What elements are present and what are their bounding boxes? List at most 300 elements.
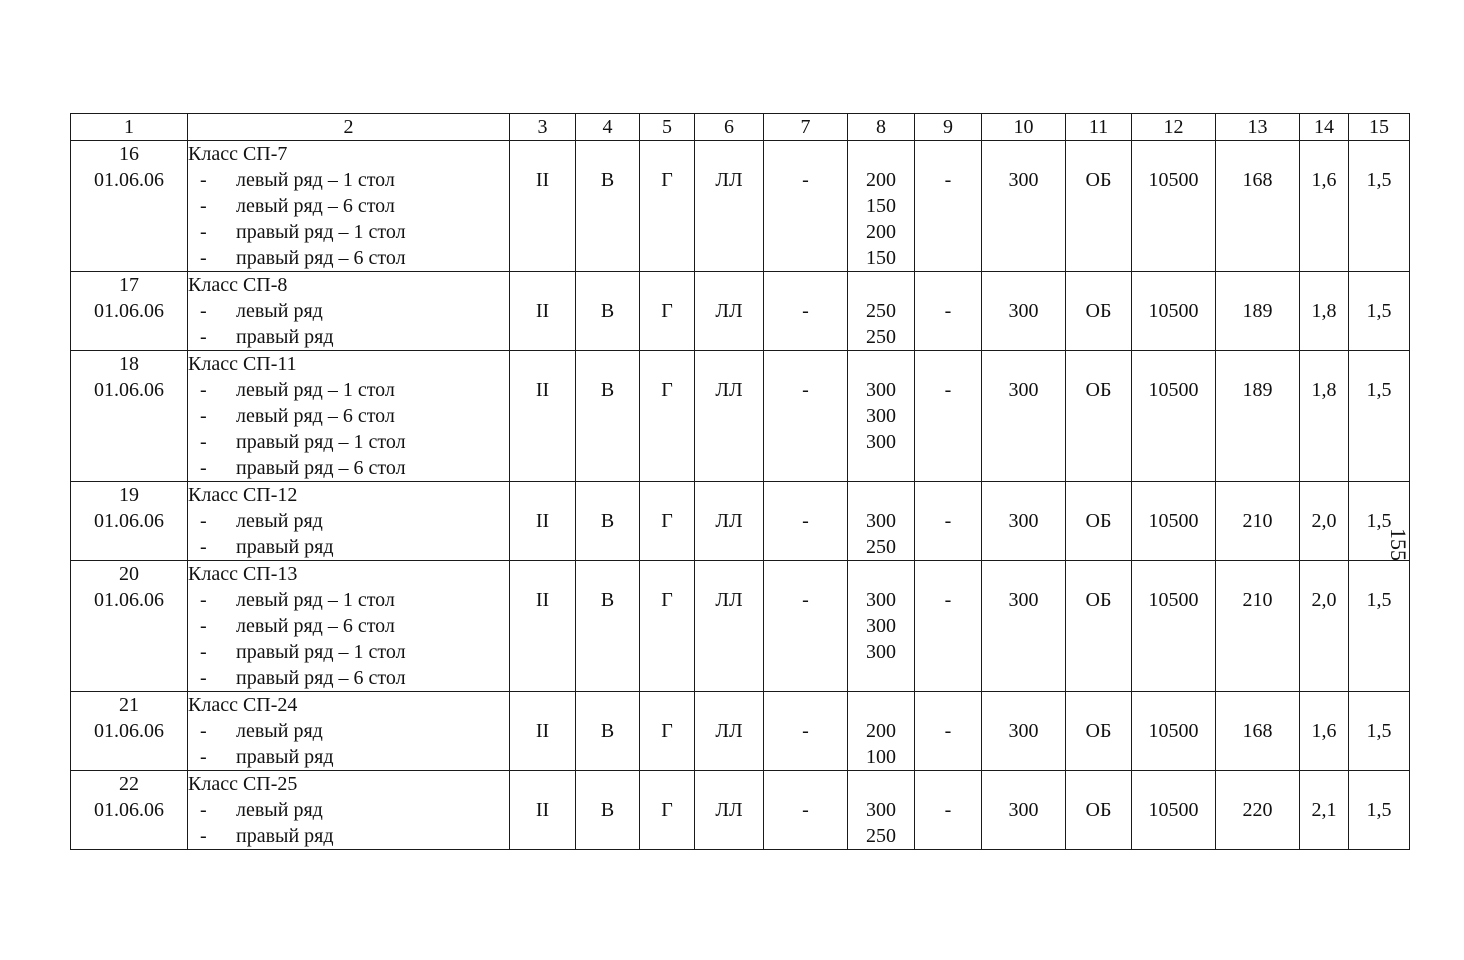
location-subitem xyxy=(188,455,509,481)
table-row xyxy=(71,351,1410,482)
cell-value: 300 xyxy=(1008,300,1039,322)
table-row xyxy=(71,692,1410,771)
cell-value: 210 xyxy=(1242,589,1273,611)
spacer-line xyxy=(695,771,763,797)
spacer-line xyxy=(1216,141,1299,167)
spacer-line xyxy=(1066,561,1131,587)
cell-c13 xyxy=(1216,561,1300,692)
column-header: 13 xyxy=(1216,114,1300,141)
cell-c15 xyxy=(1349,272,1410,351)
cell-value: II xyxy=(535,510,550,532)
cell-value: ЛЛ xyxy=(715,300,743,322)
spacer-line xyxy=(510,272,575,298)
cell-c13 xyxy=(1216,692,1300,771)
cell-value: - xyxy=(802,720,809,742)
cell-c6 xyxy=(695,272,764,351)
entry-date: 01.06.06 xyxy=(94,589,164,611)
spacer-line xyxy=(764,692,847,718)
cell-c5 xyxy=(640,771,695,850)
location-subitem xyxy=(188,797,509,823)
cell-c10 xyxy=(982,351,1066,482)
cell-c13 xyxy=(1216,141,1300,272)
location-subitem xyxy=(188,193,509,219)
location-subitem-label: правый ряд – 1 стол xyxy=(236,221,406,243)
cell-c6 xyxy=(695,351,764,482)
spacer-line xyxy=(576,141,639,167)
location-subitem xyxy=(188,613,509,639)
spacer-line xyxy=(510,141,575,167)
location-title: Класс СП-25 xyxy=(188,773,298,795)
location-subitem-label: левый ряд – 6 стол xyxy=(236,615,395,637)
spacer-line xyxy=(576,771,639,797)
cell-c10 xyxy=(982,561,1066,692)
cell-c6 xyxy=(695,141,764,272)
cell-value: II xyxy=(535,169,550,191)
location-title: Класс СП-12 xyxy=(188,484,298,506)
cell-c8 xyxy=(848,482,915,561)
spacer-line xyxy=(764,561,847,587)
entry-number: 22 xyxy=(119,773,139,795)
cell-c11 xyxy=(1066,482,1132,561)
cell-value: 189 xyxy=(1242,379,1273,401)
location-subitem xyxy=(188,534,509,560)
cell-value: 300 xyxy=(1008,799,1039,821)
cell-value: - xyxy=(944,589,952,611)
spacer-line xyxy=(848,771,914,797)
cell-c11 xyxy=(1066,351,1132,482)
cell-value: II xyxy=(535,720,550,742)
cell-value: - xyxy=(944,300,952,322)
spacer-line xyxy=(1300,771,1348,797)
cell-c4 xyxy=(576,771,640,850)
cell-value: 1,5 xyxy=(1366,799,1392,821)
location-cell xyxy=(188,351,510,482)
cell-c5 xyxy=(640,561,695,692)
cell-c9 xyxy=(915,272,982,351)
cell-c10 xyxy=(982,771,1066,850)
location-subitem xyxy=(188,403,509,429)
list-dash: - xyxy=(200,405,207,427)
spacer-line xyxy=(1300,272,1348,298)
spacer-line xyxy=(915,272,981,298)
spacer-line xyxy=(1132,141,1215,167)
cell-c10 xyxy=(982,482,1066,561)
cell-c9 xyxy=(915,771,982,850)
spacer-line xyxy=(1216,561,1299,587)
cell-c12 xyxy=(1132,771,1216,850)
cell-value: - xyxy=(944,720,952,742)
cell-value: 250 xyxy=(866,326,896,348)
location-cell xyxy=(188,771,510,850)
cell-c8 xyxy=(848,692,915,771)
location-subitem-label: правый ряд – 1 стол xyxy=(236,431,406,453)
spacer-line xyxy=(695,692,763,718)
spacer-line xyxy=(1216,482,1299,508)
location-cell xyxy=(188,272,510,351)
cell-value: 200 xyxy=(866,221,896,243)
cell-value: ОБ xyxy=(1085,169,1112,191)
spacer-line xyxy=(764,771,847,797)
spacer-line xyxy=(915,482,981,508)
spacer-line xyxy=(1300,482,1348,508)
list-dash: - xyxy=(200,326,207,348)
cell-c7 xyxy=(764,141,848,272)
spacer-line xyxy=(1300,561,1348,587)
cell-value: 210 xyxy=(1242,510,1273,532)
cell-value: 1,5 xyxy=(1366,169,1392,191)
cell-value: ОБ xyxy=(1085,799,1112,821)
spacer-line xyxy=(695,482,763,508)
location-subitem-label: левый ряд – 1 стол xyxy=(236,169,395,191)
location-subitem-label: левый ряд – 6 стол xyxy=(236,195,395,217)
cell-c7 xyxy=(764,482,848,561)
cell-c8 xyxy=(848,561,915,692)
cell-value: 250 xyxy=(866,300,896,322)
cell-c15 xyxy=(1349,141,1410,272)
spacer-line xyxy=(1349,482,1409,508)
cell-value: 2,0 xyxy=(1311,510,1337,532)
spacer-line xyxy=(1066,141,1131,167)
cell-value: II xyxy=(535,300,550,322)
entry-cell xyxy=(71,561,188,692)
cell-c5 xyxy=(640,482,695,561)
spacer-line xyxy=(1216,272,1299,298)
cell-value: 300 xyxy=(866,431,896,453)
cell-c9 xyxy=(915,351,982,482)
spacer-line xyxy=(764,141,847,167)
entry-date: 01.06.06 xyxy=(94,169,164,191)
spacer-line xyxy=(915,561,981,587)
entry-number: 17 xyxy=(119,274,139,296)
cell-value: 1,6 xyxy=(1311,720,1337,742)
entry-cell xyxy=(71,482,188,561)
list-dash: - xyxy=(200,536,207,558)
cell-c12 xyxy=(1132,482,1216,561)
entry-number: 19 xyxy=(119,484,139,506)
cell-value: 2,0 xyxy=(1311,589,1337,611)
spacer-line xyxy=(1349,141,1409,167)
cell-c6 xyxy=(695,561,764,692)
location-subitem xyxy=(188,377,509,403)
cell-value: 300 xyxy=(1008,169,1039,191)
cell-value: В xyxy=(600,799,615,821)
spacer-line xyxy=(915,351,981,377)
entry-number: 16 xyxy=(119,143,139,165)
table-header-row xyxy=(71,114,1410,141)
list-dash: - xyxy=(200,746,207,768)
spacer-line xyxy=(982,692,1065,718)
table-row xyxy=(71,561,1410,692)
list-dash: - xyxy=(200,615,207,637)
entry-number: 20 xyxy=(119,563,139,585)
entry-date: 01.06.06 xyxy=(94,799,164,821)
cell-value: 10500 xyxy=(1148,169,1199,191)
cell-c3 xyxy=(510,482,576,561)
spacer-line xyxy=(1066,692,1131,718)
cell-value: 300 xyxy=(866,615,896,637)
cell-value: II xyxy=(535,799,550,821)
spacer-line xyxy=(510,771,575,797)
spacer-line xyxy=(1066,272,1131,298)
cell-c9 xyxy=(915,561,982,692)
column-header: 9 xyxy=(915,114,982,141)
entry-date: 01.06.06 xyxy=(94,510,164,532)
cell-value: - xyxy=(802,379,809,401)
cell-value: 10500 xyxy=(1148,720,1199,742)
table-row xyxy=(71,141,1410,272)
spacer-line xyxy=(1216,351,1299,377)
location-subitem-label: левый ряд – 1 стол xyxy=(236,379,395,401)
entry-number: 21 xyxy=(119,694,139,716)
cell-value: - xyxy=(802,589,809,611)
cell-c3 xyxy=(510,351,576,482)
cell-value: II xyxy=(535,589,550,611)
cell-value: 1,6 xyxy=(1311,169,1337,191)
cell-c3 xyxy=(510,561,576,692)
spacer-line xyxy=(695,351,763,377)
location-cell xyxy=(188,692,510,771)
cell-value: Г xyxy=(661,799,673,821)
spacer-line xyxy=(764,272,847,298)
cell-c4 xyxy=(576,482,640,561)
cell-value: 2,1 xyxy=(1311,799,1337,821)
spacer-line xyxy=(576,351,639,377)
column-header: 7 xyxy=(764,114,848,141)
cell-c14 xyxy=(1300,482,1349,561)
spacer-line xyxy=(1349,692,1409,718)
cell-value: ЛЛ xyxy=(715,799,743,821)
entry-date: 01.06.06 xyxy=(94,300,164,322)
cell-c9 xyxy=(915,141,982,272)
location-title: Класс СП-8 xyxy=(188,274,288,296)
cell-value: 300 xyxy=(866,379,896,401)
list-dash: - xyxy=(200,589,207,611)
spacer-line xyxy=(576,272,639,298)
cell-c3 xyxy=(510,771,576,850)
cell-value: 150 xyxy=(866,247,896,269)
location-title: Класс СП-11 xyxy=(188,353,297,375)
cell-value: 100 xyxy=(866,746,896,768)
cell-value: 168 xyxy=(1242,169,1273,191)
cell-value: 250 xyxy=(866,536,896,558)
cell-value: ЛЛ xyxy=(715,169,743,191)
spacer-line xyxy=(640,692,694,718)
cell-value: Г xyxy=(661,510,673,532)
cell-c5 xyxy=(640,272,695,351)
spacer-line xyxy=(695,561,763,587)
cell-value: 300 xyxy=(1008,510,1039,532)
cell-value: 250 xyxy=(866,825,896,847)
column-header: 11 xyxy=(1066,114,1132,141)
page-number: 155 xyxy=(1386,528,1411,561)
column-header: 6 xyxy=(695,114,764,141)
spacer-line xyxy=(1066,482,1131,508)
spacer-line xyxy=(1066,351,1131,377)
location-cell xyxy=(188,561,510,692)
cell-value: В xyxy=(600,510,615,532)
cell-value: В xyxy=(600,589,615,611)
location-subitem xyxy=(188,167,509,193)
cell-value: 1,5 xyxy=(1366,300,1392,322)
list-dash: - xyxy=(200,221,207,243)
cell-c15 xyxy=(1349,692,1410,771)
spacer-line xyxy=(1132,272,1215,298)
location-subitem-label: левый ряд xyxy=(236,799,323,821)
cell-c12 xyxy=(1132,561,1216,692)
spacer-line xyxy=(695,272,763,298)
location-subitem-label: правый ряд – 6 стол xyxy=(236,247,406,269)
spacer-line xyxy=(640,351,694,377)
cell-c8 xyxy=(848,141,915,272)
cell-value: ЛЛ xyxy=(715,720,743,742)
cell-c7 xyxy=(764,272,848,351)
cell-c7 xyxy=(764,561,848,692)
list-dash: - xyxy=(200,825,207,847)
location-title: Класс СП-13 xyxy=(188,563,298,585)
entry-cell xyxy=(71,351,188,482)
cell-value: 150 xyxy=(866,195,896,217)
spacer-line xyxy=(640,272,694,298)
cell-c14 xyxy=(1300,561,1349,692)
location-subitem-label: правый ряд xyxy=(236,825,334,847)
spacer-line xyxy=(982,141,1065,167)
location-subitem-label: левый ряд xyxy=(236,510,323,532)
entry-cell xyxy=(71,771,188,850)
location-title: Класс СП-24 xyxy=(188,694,298,716)
location-subitem xyxy=(188,298,509,324)
cell-value: 10500 xyxy=(1148,300,1199,322)
cell-value: Г xyxy=(661,589,673,611)
list-dash: - xyxy=(200,510,207,532)
cell-c9 xyxy=(915,692,982,771)
cell-c11 xyxy=(1066,692,1132,771)
cell-value: - xyxy=(944,799,952,821)
cell-value: - xyxy=(802,300,809,322)
cell-value: 168 xyxy=(1242,720,1273,742)
cell-c12 xyxy=(1132,692,1216,771)
location-subitem-label: правый ряд – 6 стол xyxy=(236,667,406,689)
cell-c12 xyxy=(1132,351,1216,482)
spacer-line xyxy=(1216,771,1299,797)
cell-value: ОБ xyxy=(1085,300,1112,322)
table-row xyxy=(71,272,1410,351)
location-subitem-label: левый ряд xyxy=(236,300,323,322)
column-header: 2 xyxy=(188,114,510,141)
spacer-line xyxy=(1132,351,1215,377)
spacer-line xyxy=(848,482,914,508)
spacer-line xyxy=(1349,272,1409,298)
cell-c7 xyxy=(764,771,848,850)
entry-date: 01.06.06 xyxy=(94,379,164,401)
table-row xyxy=(71,771,1410,850)
cell-c11 xyxy=(1066,771,1132,850)
spacer-line xyxy=(576,692,639,718)
cell-value: ЛЛ xyxy=(715,379,743,401)
location-subitem xyxy=(188,245,509,271)
cell-c7 xyxy=(764,692,848,771)
spacer-line xyxy=(1132,692,1215,718)
cell-c8 xyxy=(848,272,915,351)
cell-value: 300 xyxy=(866,799,896,821)
list-dash: - xyxy=(200,169,207,191)
cell-value: 220 xyxy=(1242,799,1273,821)
cell-c13 xyxy=(1216,351,1300,482)
location-subitem xyxy=(188,429,509,455)
cell-value: ОБ xyxy=(1085,510,1112,532)
cell-value: 10500 xyxy=(1148,379,1199,401)
entry-date: 01.06.06 xyxy=(94,720,164,742)
cell-value: Г xyxy=(661,169,673,191)
spacer-line xyxy=(982,771,1065,797)
cell-value: 10500 xyxy=(1148,589,1199,611)
cell-c14 xyxy=(1300,141,1349,272)
cell-value: 189 xyxy=(1242,300,1273,322)
cell-value: ОБ xyxy=(1085,720,1112,742)
cell-c13 xyxy=(1216,482,1300,561)
column-header: 14 xyxy=(1300,114,1349,141)
spacer-line xyxy=(915,692,981,718)
column-header: 3 xyxy=(510,114,576,141)
cell-value: ЛЛ xyxy=(715,510,743,532)
location-subitem-label: левый ряд – 1 стол xyxy=(236,589,395,611)
cell-value: В xyxy=(600,300,615,322)
cell-c8 xyxy=(848,771,915,850)
spacer-line xyxy=(982,561,1065,587)
list-dash: - xyxy=(200,641,207,663)
cell-value: 300 xyxy=(866,641,896,663)
spacer-line xyxy=(848,141,914,167)
cell-value: - xyxy=(802,510,809,532)
column-header: 1 xyxy=(71,114,188,141)
spacer-line xyxy=(764,482,847,508)
cell-value: 1,8 xyxy=(1311,300,1337,322)
location-title: Класс СП-7 xyxy=(188,143,288,165)
location-subitem-label: левый ряд – 6 стол xyxy=(236,405,395,427)
column-header: 12 xyxy=(1132,114,1216,141)
spacer-line xyxy=(1132,482,1215,508)
cell-c5 xyxy=(640,351,695,482)
spacer-line xyxy=(640,141,694,167)
column-header: 10 xyxy=(982,114,1066,141)
cell-value: - xyxy=(944,169,952,191)
cell-value: 300 xyxy=(866,510,896,532)
spacer-line xyxy=(982,272,1065,298)
cell-c10 xyxy=(982,272,1066,351)
cell-c4 xyxy=(576,561,640,692)
spacer-line xyxy=(915,771,981,797)
cell-c13 xyxy=(1216,771,1300,850)
cell-value: 1,5 xyxy=(1366,589,1392,611)
spacer-line xyxy=(982,351,1065,377)
spacer-line xyxy=(1132,771,1215,797)
cell-value: 1,5 xyxy=(1366,379,1392,401)
cell-value: - xyxy=(944,379,952,401)
cell-c10 xyxy=(982,141,1066,272)
location-subitem xyxy=(188,665,509,691)
spacer-line xyxy=(576,482,639,508)
list-dash: - xyxy=(200,247,207,269)
table-row xyxy=(71,482,1410,561)
spacer-line xyxy=(982,482,1065,508)
cell-c4 xyxy=(576,351,640,482)
spacer-line xyxy=(764,351,847,377)
entry-cell xyxy=(71,272,188,351)
location-subitem xyxy=(188,718,509,744)
cell-value: 300 xyxy=(1008,720,1039,742)
list-dash: - xyxy=(200,431,207,453)
cell-c14 xyxy=(1300,771,1349,850)
cell-c5 xyxy=(640,692,695,771)
